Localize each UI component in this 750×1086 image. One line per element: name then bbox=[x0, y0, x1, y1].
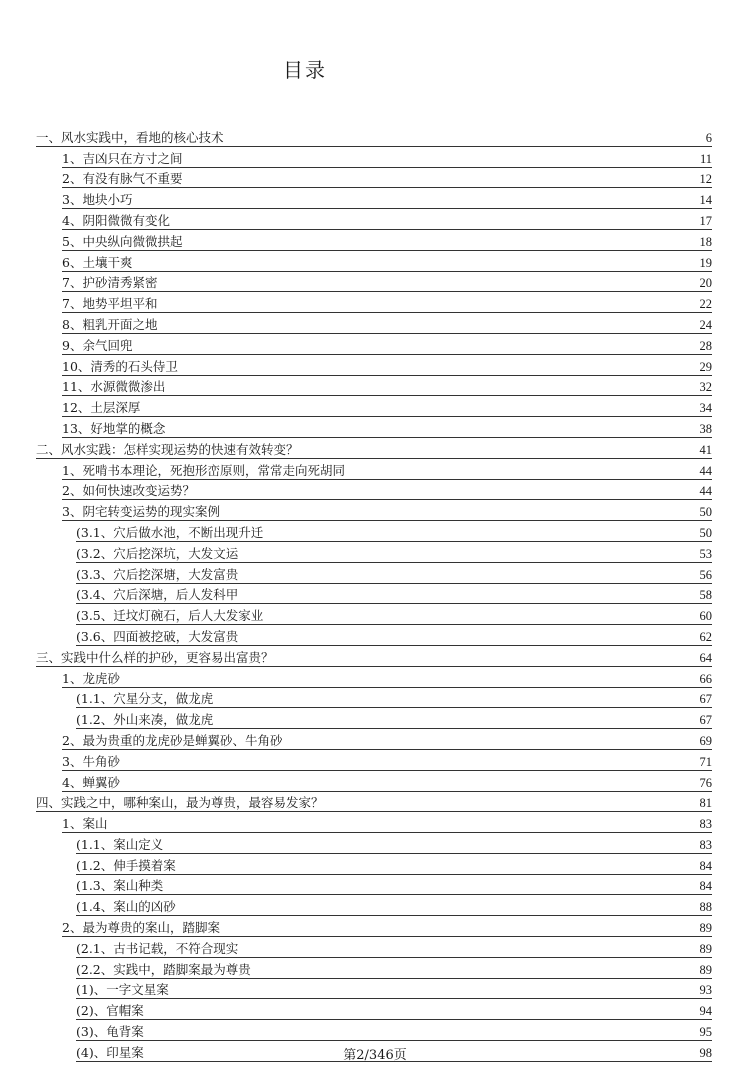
toc-page-number: 38 bbox=[699, 421, 712, 436]
toc-entry[interactable] bbox=[0, 253, 750, 274]
toc-entry[interactable] bbox=[0, 794, 750, 815]
toc-page-number: 67 bbox=[699, 692, 712, 707]
toc-entry[interactable] bbox=[0, 378, 750, 399]
toc-page-number: 29 bbox=[699, 359, 712, 374]
toc-page-number: 88 bbox=[699, 900, 712, 915]
toc-page-number: 81 bbox=[699, 796, 712, 811]
toc-entry[interactable] bbox=[0, 1001, 750, 1022]
toc-entry-text: (1.1、穴星分支，做龙虎 bbox=[76, 691, 214, 707]
toc-entry-text: 3、地块小巧 bbox=[62, 192, 133, 208]
toc-entry[interactable] bbox=[0, 710, 750, 731]
toc-page-number: 14 bbox=[699, 193, 712, 208]
toc-entry[interactable] bbox=[0, 440, 750, 461]
toc-entry[interactable] bbox=[0, 856, 750, 877]
toc-entry-text: 1、龙虎砂 bbox=[62, 670, 120, 686]
toc-page-number: 6 bbox=[705, 130, 712, 145]
toc-page-number: 53 bbox=[699, 546, 712, 561]
toc-entry-text: (3)、龟背案 bbox=[76, 1024, 144, 1040]
toc-entry[interactable] bbox=[0, 897, 750, 918]
toc-entry[interactable] bbox=[0, 128, 750, 149]
toc-page-number: 17 bbox=[699, 213, 712, 228]
toc-page-number: 58 bbox=[699, 588, 712, 603]
toc-entry-text: (1.4、案山的凶砂 bbox=[76, 899, 176, 915]
toc-underline bbox=[62, 354, 712, 355]
toc-page-number: 93 bbox=[699, 983, 712, 998]
toc-underline bbox=[62, 832, 712, 833]
toc-page-number: 32 bbox=[699, 380, 712, 395]
toc-underline bbox=[76, 894, 712, 895]
toc-page-number: 62 bbox=[699, 629, 712, 644]
toc-underline bbox=[62, 416, 712, 417]
toc-entry-text: 2、有没有脉气不重要 bbox=[62, 171, 183, 187]
toc-underline bbox=[62, 208, 712, 209]
toc-entry-text: (3.4、穴后深塘，后人发科甲 bbox=[76, 587, 239, 603]
toc-entry[interactable] bbox=[0, 731, 750, 752]
toc-page-number: 50 bbox=[699, 525, 712, 540]
toc-entry-text: 3、牛角砂 bbox=[62, 753, 120, 769]
toc-underline bbox=[62, 312, 712, 313]
toc-entry-text: 13、好地掌的概念 bbox=[62, 420, 166, 436]
toc-entry-text: (3.1、穴后做水池，不断出现升迁 bbox=[76, 524, 264, 540]
toc-page-number: 50 bbox=[699, 505, 712, 520]
toc-page-number: 89 bbox=[699, 941, 712, 956]
toc-entry-text: (2.2、实践中，踏脚案最为尊贵 bbox=[76, 961, 251, 977]
page-footer: 第2/346页 bbox=[343, 1048, 407, 1063]
toc-page-number: 94 bbox=[699, 1004, 712, 1019]
toc-page-number: 56 bbox=[699, 567, 712, 582]
toc-entry-text: 1、吉凶只在方寸之间 bbox=[62, 150, 183, 166]
toc-page-number: 20 bbox=[699, 276, 712, 291]
toc-page-number: 24 bbox=[699, 317, 712, 332]
toc-entry[interactable] bbox=[0, 419, 750, 440]
toc-page-number: 76 bbox=[699, 775, 712, 790]
toc-entry-text: 6、土壤干爽 bbox=[62, 254, 133, 270]
toc-entry[interactable] bbox=[0, 1022, 750, 1043]
toc-entry[interactable] bbox=[0, 835, 750, 856]
toc-entry[interactable] bbox=[0, 773, 750, 794]
toc-entry-text: 2、如何快速改变运势？ bbox=[62, 483, 195, 499]
toc-page-number: 60 bbox=[699, 609, 712, 624]
toc-entry[interactable] bbox=[0, 648, 750, 669]
toc-entry-text: 9、余气回兜 bbox=[62, 337, 133, 353]
toc-entry[interactable] bbox=[0, 606, 750, 627]
toc-page-number: 83 bbox=[699, 817, 712, 832]
toc-page-number: 44 bbox=[699, 463, 712, 478]
toc-underline bbox=[62, 271, 712, 272]
toc-page-number: 64 bbox=[699, 650, 712, 665]
toc-entry[interactable] bbox=[0, 752, 750, 773]
toc-entry[interactable] bbox=[0, 502, 750, 523]
toc-entry-text: 1、案山 bbox=[62, 816, 108, 832]
toc-entry[interactable] bbox=[0, 586, 750, 607]
toc-underline bbox=[76, 1019, 712, 1020]
toc-page-number: 71 bbox=[699, 754, 712, 769]
toc-entry[interactable] bbox=[0, 523, 750, 544]
toc-entry-text: 12、土层深厚 bbox=[62, 400, 141, 416]
toc-entry-text: (1.1、案山定义 bbox=[76, 836, 164, 852]
toc-entry-text: (1)、一字文星案 bbox=[76, 982, 169, 998]
toc-page-number: 69 bbox=[699, 733, 712, 748]
toc-page-number: 95 bbox=[699, 1025, 712, 1040]
toc-entry-text: 3、阴宅转变运势的现实案例 bbox=[62, 504, 220, 520]
toc-page-number: 19 bbox=[699, 255, 712, 270]
toc-entry[interactable] bbox=[0, 565, 750, 586]
toc-underline bbox=[62, 333, 712, 334]
toc-entry[interactable] bbox=[0, 918, 750, 939]
toc-entry-text: 11、水源微微渗出 bbox=[62, 379, 166, 395]
toc-page-number: 98 bbox=[699, 1045, 712, 1060]
toc-entry[interactable] bbox=[0, 315, 750, 336]
toc-entry[interactable] bbox=[0, 274, 750, 295]
toc-entry-text: (2.1、古书记载，不符合现实 bbox=[76, 940, 239, 956]
toc-entry[interactable] bbox=[0, 669, 750, 690]
toc-entry-text: (2)、官帽案 bbox=[76, 1003, 144, 1019]
toc-page-number: 84 bbox=[699, 879, 712, 894]
toc-entry[interactable] bbox=[0, 690, 750, 711]
toc-entry-text: (3.6、四面被挖破，大发富贵 bbox=[76, 628, 239, 644]
toc-underline bbox=[76, 853, 712, 854]
toc-underline bbox=[76, 1040, 712, 1041]
toc-entry-text: 4、蝉翼砂 bbox=[62, 774, 120, 790]
toc-page-number: 41 bbox=[699, 442, 712, 457]
toc-entry[interactable] bbox=[0, 939, 750, 960]
toc-entry-text: (3.3、穴后挖深塘，大发富贵 bbox=[76, 566, 239, 582]
toc-entry[interactable] bbox=[0, 190, 750, 211]
toc-entry-text: (1.2、外山来凑，做龙虎 bbox=[76, 712, 214, 728]
toc-entry-text: 二、风水实践：怎样实现运势的快速有效转变？ bbox=[36, 441, 299, 457]
table-of-contents bbox=[0, 128, 750, 1064]
toc-entry-text: (3.5、迁坟灯碗石，后人大发家业 bbox=[76, 608, 264, 624]
toc-entry-text: (4)、印星案 bbox=[76, 1044, 144, 1060]
toc-page-number: 67 bbox=[699, 713, 712, 728]
toc-page-number: 12 bbox=[699, 172, 712, 187]
toc-entry-text: 2、最为尊贵的案山，踏脚案 bbox=[62, 920, 220, 936]
toc-entry[interactable] bbox=[0, 232, 750, 253]
toc-page-number: 34 bbox=[699, 401, 712, 416]
toc-entry-text: 5、中央纵向微微拱起 bbox=[62, 233, 183, 249]
page-title: 目录 bbox=[283, 58, 327, 82]
toc-entry-text: (3.2、穴后挖深坑，大发文运 bbox=[76, 545, 239, 561]
toc-entry-text: 三、实践中什么样的护砂，更容易出富贵？ bbox=[36, 649, 274, 665]
toc-entry[interactable] bbox=[0, 170, 750, 191]
toc-entry[interactable] bbox=[0, 294, 750, 315]
toc-page-number: 84 bbox=[699, 858, 712, 873]
toc-entry-text: 一、风水实践中，看地的核心技术 bbox=[36, 129, 224, 145]
toc-entry[interactable] bbox=[0, 336, 750, 357]
toc-page-number: 22 bbox=[699, 297, 712, 312]
toc-entry-text: 四、实践之中，哪种案山，最为尊贵，最容易发家？ bbox=[36, 795, 324, 811]
toc-entry-text: 2、最为贵重的龙虎砂是蝉翼砂、牛角砂 bbox=[62, 732, 283, 748]
toc-entry-text: 7、地势平坦平和 bbox=[62, 296, 158, 312]
toc-underline bbox=[62, 291, 712, 292]
toc-entry[interactable] bbox=[0, 398, 750, 419]
toc-entry-text: (1.3、案山种类 bbox=[76, 878, 164, 894]
toc-entry-text: 7、护砂清秀紧密 bbox=[62, 275, 158, 291]
toc-entry-text: 10、清秀的石头侍卫 bbox=[62, 358, 178, 374]
toc-entry-text: 4、阴阳微微有变化 bbox=[62, 212, 170, 228]
toc-page-number: 18 bbox=[699, 234, 712, 249]
toc-underline bbox=[62, 770, 712, 771]
toc-page-number: 11 bbox=[699, 151, 712, 166]
toc-entry[interactable] bbox=[0, 814, 750, 835]
toc-entry-text: (1.2、伸手摸着案 bbox=[76, 857, 176, 873]
toc-entry-text: 8、粗乳开面之地 bbox=[62, 316, 158, 332]
toc-entry[interactable] bbox=[0, 544, 750, 565]
toc-underline bbox=[62, 791, 712, 792]
toc-page-number: 66 bbox=[699, 671, 712, 686]
toc-page-number: 83 bbox=[699, 837, 712, 852]
toc-entry[interactable] bbox=[0, 461, 750, 482]
toc-entry[interactable] bbox=[0, 960, 750, 981]
toc-entry[interactable] bbox=[0, 149, 750, 170]
toc-page-number: 89 bbox=[699, 962, 712, 977]
toc-entry[interactable] bbox=[0, 877, 750, 898]
toc-entry[interactable] bbox=[0, 482, 750, 503]
toc-entry[interactable] bbox=[0, 627, 750, 648]
toc-page-number: 28 bbox=[699, 338, 712, 353]
toc-page-number: 44 bbox=[699, 484, 712, 499]
toc-underline bbox=[62, 687, 712, 688]
toc-entry[interactable] bbox=[0, 211, 750, 232]
toc-entry[interactable] bbox=[0, 357, 750, 378]
toc-underline bbox=[76, 998, 712, 999]
toc-entry-text: 1、死啃书本理论，死抱形峦原则，常常走向死胡同 bbox=[62, 462, 345, 478]
toc-entry[interactable] bbox=[0, 981, 750, 1002]
toc-page-number: 89 bbox=[699, 921, 712, 936]
